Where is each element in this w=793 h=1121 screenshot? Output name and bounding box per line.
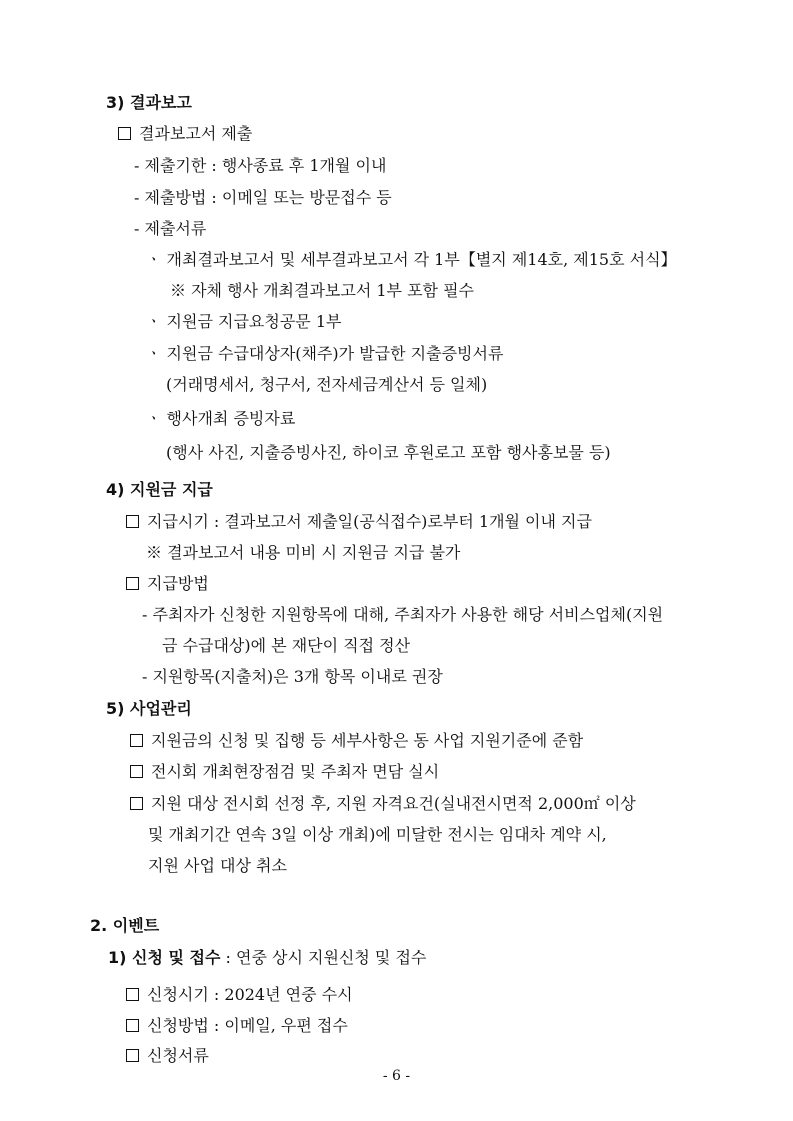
checkbox-square-icon — [130, 765, 143, 778]
checkbox-square-icon — [130, 734, 143, 747]
checkbox-square-icon — [126, 988, 139, 1001]
page-number: - 6 - — [382, 1068, 411, 1084]
list-item: 신청시기 : 2024년 연중 수시 — [126, 985, 353, 1005]
list-item: 지원 대상 전시회 선정 후, 지원 자격요건(실내전시면적 2,000㎡ 이상 — [130, 794, 636, 814]
management-item-3b: 및 개최기간 연속 3일 이상 개최)에 미달한 전시는 임대차 계약 시, — [148, 825, 607, 844]
doc-item-3-note: (거래명세서, 청구서, 전자세금계산서 등 일체) — [166, 375, 488, 394]
doc-item-1: ㆍ 개최결과보고서 및 세부결과보고서 각 1부【별지 제14호, 제15호 서식】 — [146, 250, 677, 269]
section-4-heading: 4) 지원금 지급 — [106, 480, 213, 499]
doc-item-1-note: ※ 자체 행사 개최결과보고서 1부 포함 필수 — [170, 281, 474, 300]
doc-item-4: ㆍ 행사개최 증빙자료 — [146, 409, 296, 428]
list-item: 전시회 개최현장점검 및 주최자 면담 실시 — [130, 762, 439, 782]
doc-item-4-note: (행사 사진, 지출증빙사진, 하이코 후원로고 포함 행사홍보물 등) — [166, 443, 611, 462]
checkbox-square-icon — [130, 797, 143, 810]
list-item: 신청서류 — [126, 1046, 209, 1066]
list-item: 신청방법 : 이메일, 우편 접수 — [126, 1016, 348, 1036]
checkbox-square-icon — [126, 1019, 139, 1032]
list-item: 결과보고서 제출 — [118, 124, 252, 144]
doc-item-2: ㆍ 지원금 지급요청공문 1부 — [146, 312, 342, 331]
submission-docs-label: - 제출서류 — [134, 219, 207, 238]
payment-method-2: - 지원항목(지출처)은 3개 항목 이내로 권장 — [142, 667, 443, 686]
list-item: 지급시기 : 결과보고서 제출일(공식접수)로부터 1개월 이내 지급 — [126, 512, 592, 532]
checkbox-square-icon — [126, 515, 139, 528]
event-sub-heading: 1) 신청 및 접수 : 연중 상시 지원신청 및 접수 — [108, 948, 427, 967]
section-5-heading: 5) 사업관리 — [106, 699, 192, 718]
checkbox-square-icon — [126, 577, 139, 590]
list-item: 지급방법 — [126, 574, 209, 594]
payment-method-1a: - 주최자가 신청한 지원항목에 대해, 주최자가 사용한 해당 서비스업체(지원 — [142, 605, 664, 624]
management-item-3c: 지원 사업 대상 취소 — [148, 856, 287, 875]
submission-deadline: - 제출기한 : 행사종료 후 1개월 이내 — [134, 156, 387, 175]
list-item: 지원금의 신청 및 집행 등 세부사항은 동 사업 지원기준에 준함 — [130, 731, 583, 751]
checkbox-square-icon — [126, 1049, 139, 1062]
checkbox-square-icon — [118, 127, 131, 140]
payment-method-1b: 금 수급대상)에 본 재단이 직접 정산 — [162, 636, 411, 655]
section-3-heading: 3) 결과보고 — [106, 93, 192, 112]
event-heading: 2. 이벤트 — [90, 916, 160, 935]
payment-timing-note: ※ 결과보고서 내용 미비 시 지원금 지급 불가 — [146, 543, 461, 562]
submission-method: - 제출방법 : 이메일 또는 방문접수 등 — [134, 188, 392, 207]
doc-item-3: ㆍ 지원금 수급대상자(채주)가 발급한 지출증빙서류 — [146, 344, 504, 363]
